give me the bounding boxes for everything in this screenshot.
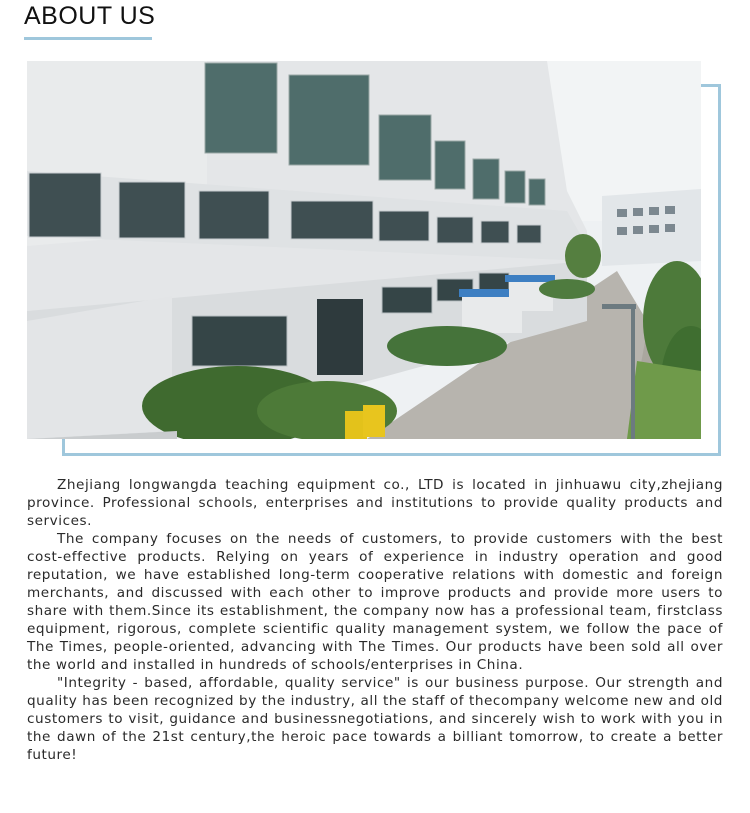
about-text [27, 476, 723, 764]
about-paragraph: "Integrity - based, affordable, quality service" is our business purpose. Our strength and quality has been recognized by the industry, all the staff of thecompany welcome new and old customers to visit, guidance and businessnegotiations, and sincerely wish to work with you in the dawn of the 21st century,the heroic pace towards a billiant tomorrow, to create a better future! [27, 675, 723, 763]
about-paragraph: Zhejiang longwangda teaching equipment co., LTD is located in jinhuawu city,zhejiang province. Professional schools, enterprises and institutions to provide quality products and services. [27, 477, 723, 529]
about-paragraph: The company focuses on the needs of customers, to provide customers with the best cost-effective products. Relying on years of experience in industry operation and good reputation, we have established long-term cooperative relations with domestic and foreign merchants, and discussed with each other to improve products and provide more users to share with them.Since its establishment, the company now has a professional team, firstclass equipment, rigorous, complete scientific quality management system, we follow the pace of The Times, people-oriented, advancing with The Times. Our products have been sold all over the world and installed in hundreds of schools/enterprises in China. [27, 531, 723, 673]
company-building-photo [27, 61, 701, 439]
page-title: ABOUT US [24, 2, 156, 30]
frame-accent-right [718, 84, 721, 456]
title-underline [24, 37, 152, 40]
frame-accent-left [62, 438, 65, 456]
frame-accent-bottom [62, 453, 721, 456]
